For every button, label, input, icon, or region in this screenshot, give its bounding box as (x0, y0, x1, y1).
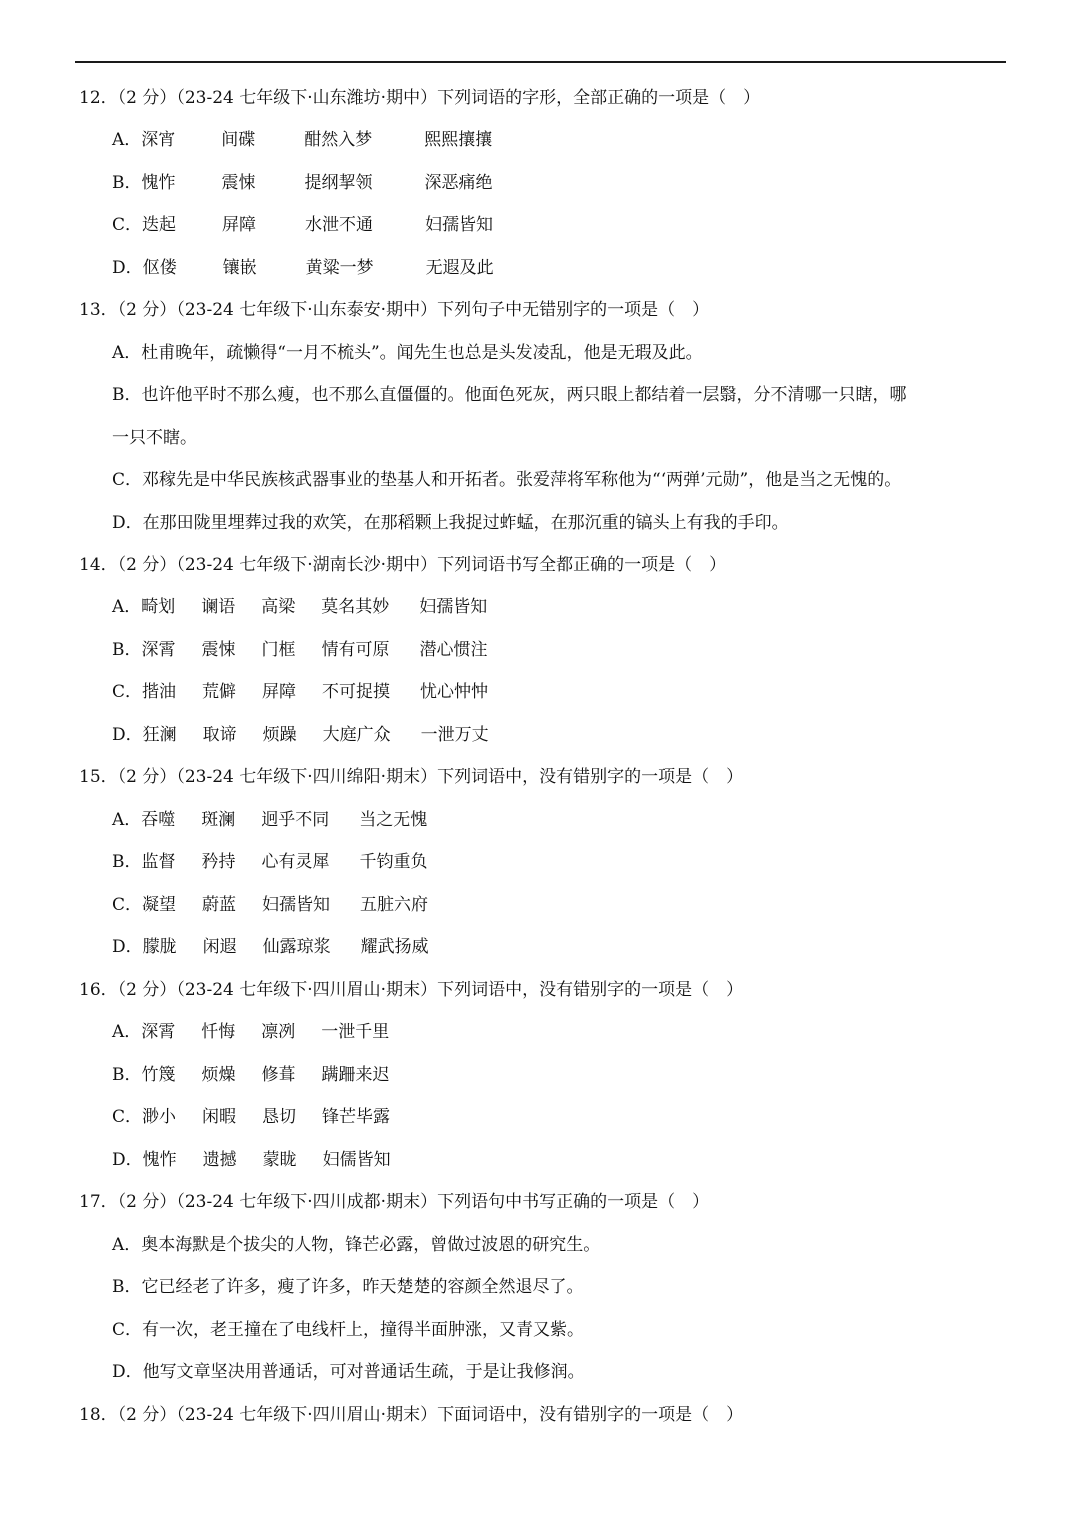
option-label: A． (112, 343, 142, 363)
option-word: 仙露琼浆 (262, 937, 331, 957)
option-word: 酣然入梦 (304, 130, 373, 150)
option-label: D． (112, 258, 143, 278)
question-16-option-d (112, 1149, 391, 1171)
option-word: 恳切 (262, 1107, 297, 1127)
option-word: 五脏六府 (360, 895, 429, 915)
option-word: 闲暇 (202, 1107, 237, 1127)
header-rule (75, 61, 1006, 63)
question-14-option-b (112, 639, 488, 661)
question-18-header: 18．（2 分）（23-24 七年级下·四川眉山·期末）下面词语中，没有错别字的一项是（ ） (79, 1405, 744, 1425)
question-17-header: 17．（2 分）（23-24 七年级下·四川成都·期末）下列语句中书写正确的一项是（ ） (79, 1192, 710, 1212)
option-text: 有一次，老王撞在了电线杆上，撞得半面肿涨，又青又紫。 (142, 1320, 585, 1340)
option-label: B． (112, 385, 142, 405)
question-15-option-c (112, 894, 428, 916)
option-word: 锋芒毕露 (322, 1107, 391, 1127)
option-label: D． (112, 1150, 143, 1170)
option-word: 高梁 (261, 597, 296, 617)
question-16-option-a (112, 1021, 389, 1043)
option-word: 不可捉摸 (322, 682, 391, 702)
option-word: 谰语 (201, 597, 236, 617)
option-word: 闲遐 (202, 937, 237, 957)
option-word: 愧怍 (141, 173, 176, 193)
option-word: 一泄万丈 (420, 725, 489, 745)
option-word: 凝望 (142, 895, 177, 915)
question-12-header: 12．（2 分）（23-24 七年级下·山东潍坊·期中）下列词语的字形，全部正确的一项是（ ） (79, 88, 761, 108)
question-15-option-a (112, 809, 427, 831)
option-label: B． (112, 173, 142, 193)
question-15-header: 15．（2 分）（23-24 七年级下·四川绵阳·期末）下列词语中，没有错别字的一项是（ ） (79, 767, 744, 787)
option-label: C． (112, 470, 143, 490)
question-14-header: 14．（2 分）（23-24 七年级下·湖南长沙·期中）下列词语书写全都正确的一项是（ ） (79, 555, 727, 575)
option-label: D． (112, 1362, 143, 1382)
option-label: C． (112, 1320, 143, 1340)
option-word: 吞噬 (141, 810, 176, 830)
option-word: 妇孺皆知 (419, 597, 488, 617)
question-14-option-d (112, 724, 489, 746)
option-label: C． (112, 1107, 143, 1127)
question-13-option-a (112, 342, 703, 364)
question-17-option-a (112, 1234, 600, 1256)
option-word: 深恶痛绝 (424, 173, 493, 193)
option-word: 大庭广众 (322, 725, 391, 745)
option-word: 提纲挈领 (304, 173, 373, 193)
option-word: 取谛 (202, 725, 237, 745)
option-word: 渺小 (142, 1107, 177, 1127)
option-word: 狂澜 (142, 725, 177, 745)
option-word: 蒙眬 (262, 1150, 297, 1170)
question-17-option-d (112, 1361, 585, 1383)
option-word: 千钧重负 (359, 852, 428, 872)
option-word: 修葺 (261, 1065, 296, 1085)
option-label: A． (112, 1235, 142, 1255)
option-word: 震悚 (201, 640, 236, 660)
question-15-option-b (112, 851, 428, 873)
option-word: 竹篾 (141, 1065, 176, 1085)
option-word: 斑澜 (201, 810, 236, 830)
option-word: 妇孺皆知 (262, 895, 331, 915)
option-label: A． (112, 810, 142, 830)
option-word: 矜持 (201, 852, 236, 872)
option-text: 在那田陇里埋葬过我的欢笑，在那稻颗上我捉过蚱蜢，在那沉重的镐头上有我的手印。 (142, 513, 789, 533)
option-word: 烦燥 (201, 1065, 236, 1085)
option-text: 它已经老了许多，瘦了许多，昨天楚楚的容颜全然退尽了。 (141, 1277, 584, 1297)
option-word: 妇孺皆知 (425, 215, 494, 235)
question-13-option-d (112, 512, 789, 534)
option-word: 耀武扬威 (360, 937, 429, 957)
question-16-header: 16．（2 分）（23-24 七年级下·四川眉山·期末）下列词语中，没有错别字的一项是（ ） (79, 980, 744, 1000)
question-12-option-a (112, 129, 492, 151)
option-word: 水泄不通 (305, 215, 374, 235)
option-word: 忏悔 (201, 1022, 236, 1042)
option-word: 迭起 (142, 215, 177, 235)
question-12-option-b (112, 172, 493, 194)
option-word: 深宵 (141, 130, 176, 150)
option-word: 莫名其妙 (321, 597, 390, 617)
option-word: 门框 (261, 640, 296, 660)
option-word: 情有可原 (321, 640, 390, 660)
option-label: B． (112, 640, 142, 660)
option-word: 监督 (141, 852, 176, 872)
option-text: 奥本海默是个拔尖的人物，锋芒必露，曾做过波恩的研究生。 (141, 1235, 601, 1255)
question-17-option-c (112, 1319, 584, 1341)
option-word: 深霄 (141, 1022, 176, 1042)
option-word: 蔚蓝 (202, 895, 237, 915)
option-word: 震悚 (221, 173, 256, 193)
option-word: 烦躁 (262, 725, 297, 745)
option-word: 伛偻 (142, 258, 177, 278)
option-word: 妇儒皆知 (322, 1150, 391, 1170)
option-word: 熙熙攘攘 (424, 130, 493, 150)
option-word: 潜心惯注 (419, 640, 488, 660)
question-12-option-c (112, 214, 493, 236)
option-label: D． (112, 513, 143, 533)
option-text: 杜甫晚年，疏懒得“一月不梳头”。闻先生也总是头发凌乱，他是无瑕及此。 (141, 343, 703, 363)
option-word: 当之无愧 (359, 810, 428, 830)
question-12-option-d (112, 257, 494, 279)
option-word: 愧怍 (142, 1150, 177, 1170)
option-text: 也许他平时不那么瘦，也不那么直僵僵的。他面色死灰，两只眼上都结着一层翳，分不清哪一只瞎，哪 (141, 385, 907, 405)
option-label: C． (112, 682, 143, 702)
option-word: 迥乎不同 (261, 810, 330, 830)
option-text: 他写文章坚决用普通话，可对普通话生疏，于是让我修润。 (142, 1362, 585, 1382)
option-word: 畸划 (141, 597, 176, 617)
question-14-option-a (112, 596, 487, 618)
option-word: 蹒跚来迟 (321, 1065, 390, 1085)
option-word: 凛冽 (261, 1022, 296, 1042)
option-label: A． (112, 1022, 142, 1042)
option-label: D． (112, 725, 143, 745)
question-13-header: 13．（2 分）（23-24 七年级下·山东泰安·期中）下列句子中无错别字的一项是（ ） (79, 300, 710, 320)
question-13-option-b-continuation: 一只不瞎。 (112, 428, 197, 448)
option-word: 屏障 (262, 682, 297, 702)
option-word: 一泄千里 (321, 1022, 390, 1042)
option-word: 荒僻 (202, 682, 237, 702)
option-word: 镶嵌 (222, 258, 257, 278)
question-16-option-c (112, 1106, 390, 1128)
option-label: D． (112, 937, 143, 957)
option-label: C． (112, 215, 143, 235)
option-word: 朦胧 (142, 937, 177, 957)
question-15-option-d (112, 936, 429, 958)
option-label: B． (112, 852, 142, 872)
option-label: C． (112, 895, 143, 915)
question-14-option-c (112, 681, 488, 703)
option-text: 邓稼先是中华民族核武器事业的垫基人和开拓者。张爱萍将军称他为“‘两弹’元勋”，他是当之无愧的。 (142, 470, 902, 490)
option-label: B． (112, 1065, 142, 1085)
question-17-option-b (112, 1276, 584, 1298)
question-13-option-b (112, 384, 907, 406)
option-word: 深霄 (141, 640, 176, 660)
question-13-option-c (112, 469, 901, 491)
option-word: 黄粱一梦 (305, 258, 374, 278)
option-label: A． (112, 130, 142, 150)
option-label: A． (112, 597, 142, 617)
option-word: 屏障 (222, 215, 257, 235)
option-word: 心有灵犀 (261, 852, 330, 872)
question-16-option-b (112, 1064, 390, 1086)
option-word: 间碟 (221, 130, 256, 150)
option-word: 揩油 (142, 682, 177, 702)
option-word: 忧心忡忡 (420, 682, 489, 702)
option-word: 遗撼 (202, 1150, 237, 1170)
option-label: B． (112, 1277, 142, 1297)
option-word: 无遐及此 (425, 258, 494, 278)
